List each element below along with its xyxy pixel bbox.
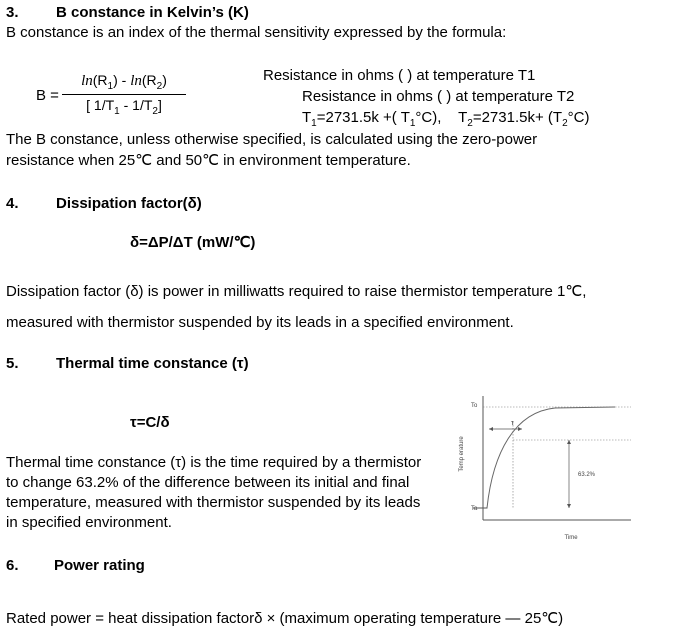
temperature-definitions: $T_1=2731.5k$ +( $T_1^\circ C$), $T_2=2731.5k+ (T_2^\circ C)$ bbox=[302, 109, 590, 129]
section-3-intro: B constance is an index of the thermal sensitivity expressed by the formula: bbox=[6, 24, 507, 41]
fraction-bar bbox=[62, 94, 186, 95]
b-formula-fraction bbox=[62, 72, 186, 117]
section-5-number: 5. bbox=[6, 355, 19, 372]
dissipation-formula: δ=ΔP/ΔT (mW/℃) bbox=[130, 234, 256, 251]
resistance-t1-text: Resistance in ohms ( ) at temperature T1 bbox=[263, 67, 536, 84]
power-rating-formula: Rated power = heat dissipation factorδ × (maximum operating temperature — 25℃) bbox=[6, 610, 564, 627]
dissipation-desc-line1: Dissipation factor (δ) is power in milliwatts required to raise thermistor temperature 1℃, bbox=[6, 283, 587, 300]
y-top-label: To bbox=[471, 403, 478, 409]
section-5-title: Thermal time constance (τ) bbox=[56, 355, 249, 372]
b-constance-note-line2: resistance when 25℃ and 50℃ in environment temperature. bbox=[6, 152, 411, 169]
b-constance-note-line1: The B constance, unless otherwise specified, is calculated using the zero-power bbox=[6, 131, 538, 148]
section-6-title: Power rating bbox=[54, 557, 145, 574]
y-bottom-label: Ta bbox=[471, 506, 478, 512]
section-3-title: B constance in Kelvin’s (K) bbox=[56, 4, 249, 21]
formula-numerator: $\ln(R_1) - \ln(R_2)$ bbox=[81, 72, 167, 92]
time-constant-description bbox=[6, 453, 454, 533]
tau-label: τ bbox=[511, 420, 514, 427]
y-axis-label: Temp erature bbox=[459, 436, 465, 472]
x-axis-label: Time bbox=[564, 535, 578, 541]
formula-denominator: [ $1/T_1 - 1/T_2$] bbox=[86, 96, 162, 117]
thermal-response-diagram bbox=[455, 392, 635, 544]
desc-line: in specified environment. bbox=[6, 514, 172, 531]
section-3-number: 3. bbox=[6, 4, 19, 21]
desc-line: to change 63.2% of the difference between its initial and final bbox=[6, 474, 410, 491]
desc-line: temperature, measured with thermistor suspended by its leads bbox=[6, 494, 421, 511]
desc-line: Thermal time constance (τ) is the time required by a thermistor bbox=[6, 454, 422, 471]
resistance-t2-text: Resistance in ohms ( ) at temperature T2 bbox=[302, 88, 575, 105]
percent-label: 63.2% bbox=[578, 472, 596, 478]
formula-lhs: B = bbox=[36, 87, 59, 104]
section-4-title: Dissipation factor(δ) bbox=[56, 195, 202, 212]
response-curve bbox=[487, 407, 615, 508]
section-4-number: 4. bbox=[6, 195, 19, 212]
time-constant-formula: τ=C/δ bbox=[130, 414, 170, 431]
dissipation-desc-line2: measured with thermistor suspended by its leads in a specified environment. bbox=[6, 314, 514, 331]
section-6-number: 6. bbox=[6, 557, 19, 574]
